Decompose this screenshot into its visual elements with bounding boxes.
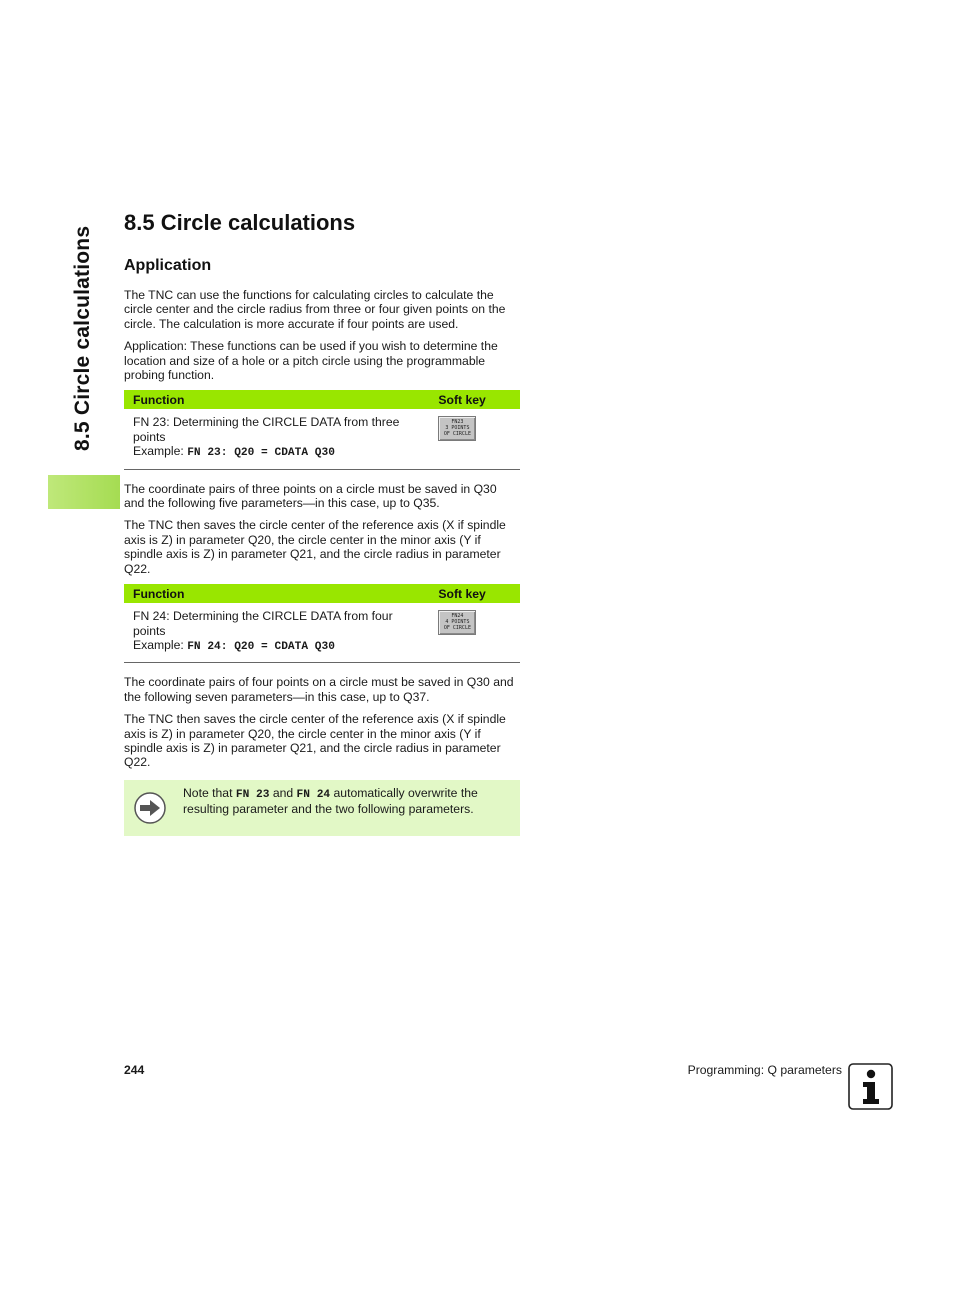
fn24-paragraph-2: The TNC then saves the circle center of the reference axis (X if spindle axis is Z) in parameter Q20, the circle center in the minor axis (Y if spindle axis is Z) in parameter Q21, and the circle radius in parameter Q22. [124,712,506,770]
footer-chapter-title: Programming: Q parameters [687,1063,842,1077]
table-header-function: Function [124,584,429,603]
table-row [124,603,520,663]
page-title: 8.5 Circle calculations [124,210,356,235]
softkey-line: FN23 [451,419,464,426]
function-cell [124,603,429,663]
example-label: Example: [133,444,188,459]
softkey-line: OF CIRCLE [443,625,471,632]
note-prefix: Note that [183,785,236,800]
example-code: FN 24: Q20 = CDATA Q30 [187,640,335,653]
example-code: FN 23: Q20 = CDATA Q30 [187,447,335,460]
info-icon [848,1063,893,1110]
softkey-line: 3 POINTS [445,425,470,432]
fn23-paragraph-2: The TNC then saves the circle center of the reference axis (X if spindle axis is Z) in parameter Q20, the circle center in the minor axis (Y if spindle axis is Z) in parameter Q21, and the circle radius in parameter Q22. [124,518,506,576]
note-code-fn24: FN 24 [296,788,331,801]
note-code-fn23: FN 23 [235,788,270,801]
table-header-softkey: Soft key [429,584,520,603]
side-chapter-tab [48,475,120,509]
softkey-line: 4 POINTS [445,619,470,626]
intro-paragraph-1: The TNC can use the functions for calculating circles to calculate the circle center and the circle radius from three or four given points on the circle. The calculation is more accurate if four points are used. [124,288,506,331]
function-description: FN 23: Determining the CIRCLE DATA from three points [133,415,400,444]
function-table-fn24 [124,584,520,663]
table-header-function: Function [124,390,429,409]
arrow-right-icon [134,792,166,824]
note-box [124,780,520,836]
softkey-fn23-button[interactable] [438,416,476,441]
table-row [124,409,520,469]
function-table-fn23 [124,390,520,469]
softkey-line: OF CIRCLE [443,431,471,438]
softkey-cell [429,409,520,469]
page-number: 244 [124,1063,145,1077]
softkey-cell [429,603,520,663]
note-middle: and [269,785,297,800]
function-description: FN 24: Determining the CIRCLE DATA from four points [133,609,393,638]
section-heading: Application [124,257,212,274]
main-content [124,200,520,836]
side-chapter-title: 8.5 Circle calculations [71,225,94,451]
intro-paragraph-2: Application: These functions can be used if you wish to determine the location and size of a hole or a pitch circle using the programmable probing function. [124,339,498,383]
softkey-line: FN24 [451,613,464,620]
note-suffix: automatically overwrite the resulting parameter and the two following parameters. [183,785,478,817]
example-label: Example: [133,637,188,652]
softkey-fn24-button[interactable] [438,610,476,635]
fn24-paragraph-1: The coordinate pairs of four points on a circle must be saved in Q30 and the following seven parameters—in this case, up to Q37. [124,675,514,704]
table-header-softkey: Soft key [429,390,520,409]
note-text [183,786,508,817]
fn23-paragraph-1: The coordinate pairs of three points on a circle must be saved in Q30 and the following five parameters—in this case, up to Q35. [124,481,497,511]
function-cell [124,409,429,469]
